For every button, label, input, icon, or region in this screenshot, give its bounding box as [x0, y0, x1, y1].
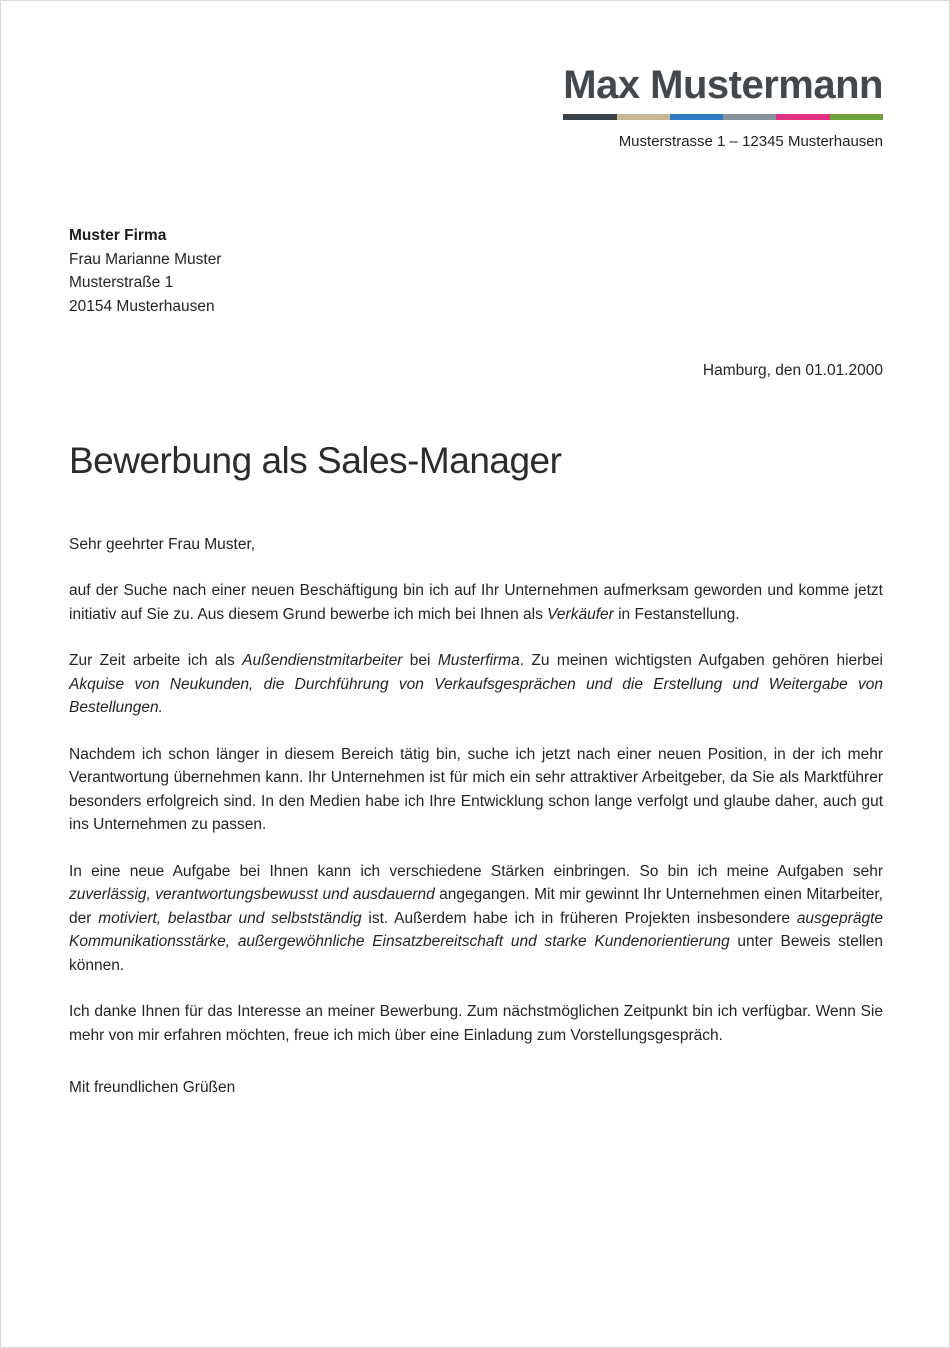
- paragraph-2: [69, 649, 883, 720]
- stripe-segment: [723, 114, 776, 120]
- sender-address: Musterstrasse 1 – 12345 Musterhausen: [618, 133, 883, 150]
- emphasized-text-run: Verkäufer: [547, 605, 614, 623]
- text-run: angegangen. Mit mir gewinnt Ihr Unternehmen einen Mitarbeiter, der: [69, 886, 883, 927]
- text-run: in Festanstellung.: [613, 605, 740, 623]
- paragraph-3: [69, 743, 883, 837]
- recipient-street: Musterstraße 1: [69, 274, 174, 291]
- letter-header: [69, 63, 883, 150]
- sender-block: [563, 63, 883, 150]
- brand-stripe: [563, 114, 883, 120]
- emphasized-text-run: zuverlässig, verantwortungsbewusst und ausdauernd: [69, 886, 435, 904]
- stripe-segment: [670, 114, 723, 120]
- text-run: unter Beweis stellen können.: [69, 933, 883, 974]
- paragraph-5: [69, 1000, 883, 1047]
- sender-name: Max Mustermann: [563, 63, 883, 107]
- text-run: . Zu meinen wichtigsten Aufgaben gehören hierbei: [519, 652, 883, 670]
- recipient-block: [69, 224, 883, 318]
- paragraph-4: [69, 860, 883, 978]
- stripe-segment: [830, 114, 883, 120]
- emphasized-text-run: Akquise von Neukunden, die Durchführung von Verkaufsgesprächen und die Erstellung und Weitergabe von Bestellungen.: [69, 675, 883, 717]
- recipient-company: Muster Firma: [69, 227, 167, 244]
- letter-title: Bewerbung als Sales-Manager: [69, 440, 562, 481]
- recipient-contact-name: Frau Marianne Muster: [69, 250, 222, 268]
- closing-line: Mit freundlichen Grüßen: [69, 1079, 236, 1097]
- text-run: Ich danke Ihnen für das Interesse an meiner Bewerbung. Zum nächstmöglichen Zeitpunkt bin ich verfügbar. Wenn Sie mehr von mir erfahren möchten, freue ich mich über eine Einladung zum Vorstellungsgespräch.: [69, 1003, 883, 1044]
- salutation: Sehr geehrter Frau Muster,: [69, 535, 256, 553]
- text-run: In eine neue Aufgabe bei Ihnen kann ich verschiedene Stärken einbringen. So bin ich meine Aufgaben sehr: [69, 862, 883, 880]
- text-run: Nachdem ich schon länger in diesem Bereich tätig bin, suche ich jetzt nach einer neuen Position, in der ich mehr Verantwortung übernehmen kann. Ihr Unternehmen ist für mich ein sehr attraktiver Arbeitgeber, da Sie als Marktführer besonders erfolgreich sind. In den Medien habe ich Ihre Entwicklung schon lange verfolgt und glaube daher, auch gut ins Unternehmen zu passen.: [69, 745, 883, 834]
- stripe-segment: [563, 114, 616, 120]
- emphasized-text-run: Außendienstmitarbeiter: [242, 652, 403, 670]
- recipient-city: 20154 Musterhausen: [69, 297, 215, 315]
- stripe-segment: [617, 114, 670, 120]
- emphasized-text-run: Musterfirma: [437, 652, 520, 670]
- emphasized-text-run: motiviert, belastbar und selbstständig: [98, 909, 362, 927]
- date-line: Hamburg, den 01.01.2000: [702, 362, 883, 379]
- stripe-segment: [776, 114, 829, 120]
- paragraph-1: [69, 579, 883, 626]
- text-run: bei: [402, 652, 438, 670]
- emphasized-text-run: ausgeprägte Kommunikationsstärke, außergewöhnliche Einsatzbereitschaft und starke Kundenorientierung: [69, 909, 883, 951]
- text-run: ist. Außerdem habe ich in früheren Projekten insbesondere: [361, 909, 797, 927]
- text-run: Zur Zeit arbeite ich als: [69, 652, 243, 670]
- text-run: auf der Suche nach einer neuen Beschäftigung bin ich auf Ihr Unternehmen aufmerksam geworden und komme jetzt initiativ auf Sie zu. Aus diesem Grund bewerbe ich mich bei Ihnen als: [69, 582, 883, 623]
